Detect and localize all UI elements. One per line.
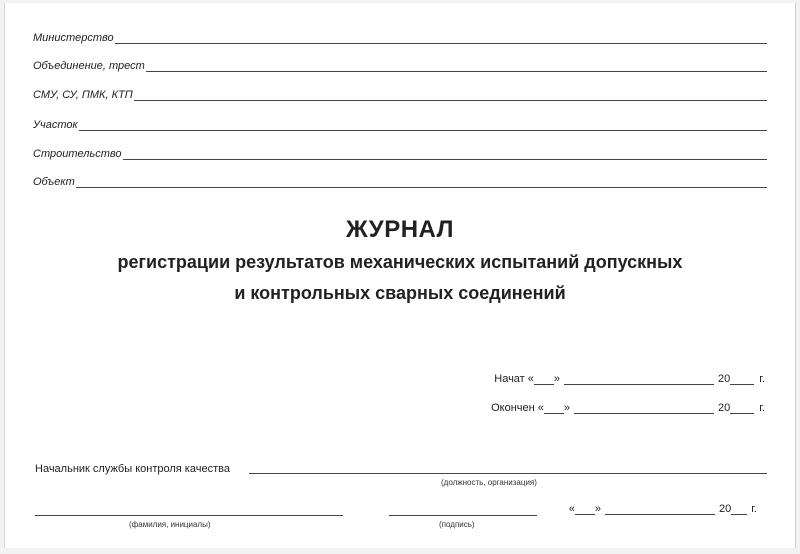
position-caption: (должность, организация) [441, 478, 537, 487]
object-label: Объект [33, 176, 75, 188]
started-day-line[interactable] [534, 373, 554, 385]
journal-subtitle-line1: регистрации результатов механических испытаний допускных [117, 252, 683, 272]
construction-unit-field[interactable] [33, 85, 767, 101]
ministry-label: Министерство [33, 32, 114, 44]
started-year-prefix: 20 [718, 373, 731, 385]
signature-date-row [569, 503, 757, 515]
name-line[interactable] [35, 515, 343, 516]
finished-year-suffix: г. [759, 402, 765, 414]
section-line[interactable] [79, 118, 767, 131]
started-year-line[interactable] [730, 373, 754, 385]
started-date-row [494, 373, 765, 385]
journal-title: ЖУРНАЛ [345, 216, 455, 243]
construction-unit-line[interactable] [134, 88, 767, 101]
name-caption: (фамилия, инициалы) [129, 520, 211, 529]
finished-day-line[interactable] [544, 402, 564, 414]
association-field[interactable] [33, 56, 767, 72]
finished-label: Окончен « [491, 402, 544, 414]
section-label: Участок [33, 119, 78, 131]
signature-year-line[interactable] [731, 503, 747, 515]
signature-month-line[interactable] [605, 503, 715, 515]
signature-date-open: « [568, 503, 575, 515]
object-line[interactable] [76, 175, 767, 188]
signature-date-close: » [594, 503, 602, 515]
journal-subtitle-line2: и контрольных сварных соединений [234, 283, 566, 303]
finished-quote-close: » [563, 402, 571, 414]
construction-unit-label: СМУ, СУ, ПМК, КТП [33, 89, 133, 101]
object-field[interactable] [33, 172, 767, 188]
finished-month-line[interactable] [574, 402, 714, 414]
journal-cover-page [4, 3, 796, 548]
section-field[interactable] [33, 115, 767, 131]
ministry-line[interactable] [115, 31, 767, 44]
ministry-field[interactable] [33, 28, 767, 44]
started-quote-close: » [553, 373, 561, 385]
started-year-suffix: г. [759, 373, 765, 385]
started-month-line[interactable] [564, 373, 714, 385]
started-label: Начат « [494, 373, 534, 385]
finished-year-prefix: 20 [718, 402, 731, 414]
position-line[interactable] [249, 473, 767, 474]
sign-line[interactable] [389, 515, 537, 516]
signature-year-prefix: 20 [719, 503, 732, 515]
construction-label: Строительство [33, 148, 122, 160]
title-block [5, 216, 795, 306]
construction-line[interactable] [123, 147, 767, 160]
finished-year-line[interactable] [730, 402, 754, 414]
signature-year-suffix: г. [751, 503, 757, 515]
association-label: Объединение, трест [33, 60, 145, 72]
signature-day-line[interactable] [575, 503, 595, 515]
construction-field[interactable] [33, 144, 767, 160]
sign-caption: (подпись) [439, 520, 475, 529]
association-line[interactable] [146, 59, 767, 72]
chief-label: Начальник службы контроля качества [35, 463, 230, 475]
finished-date-row [491, 402, 765, 414]
